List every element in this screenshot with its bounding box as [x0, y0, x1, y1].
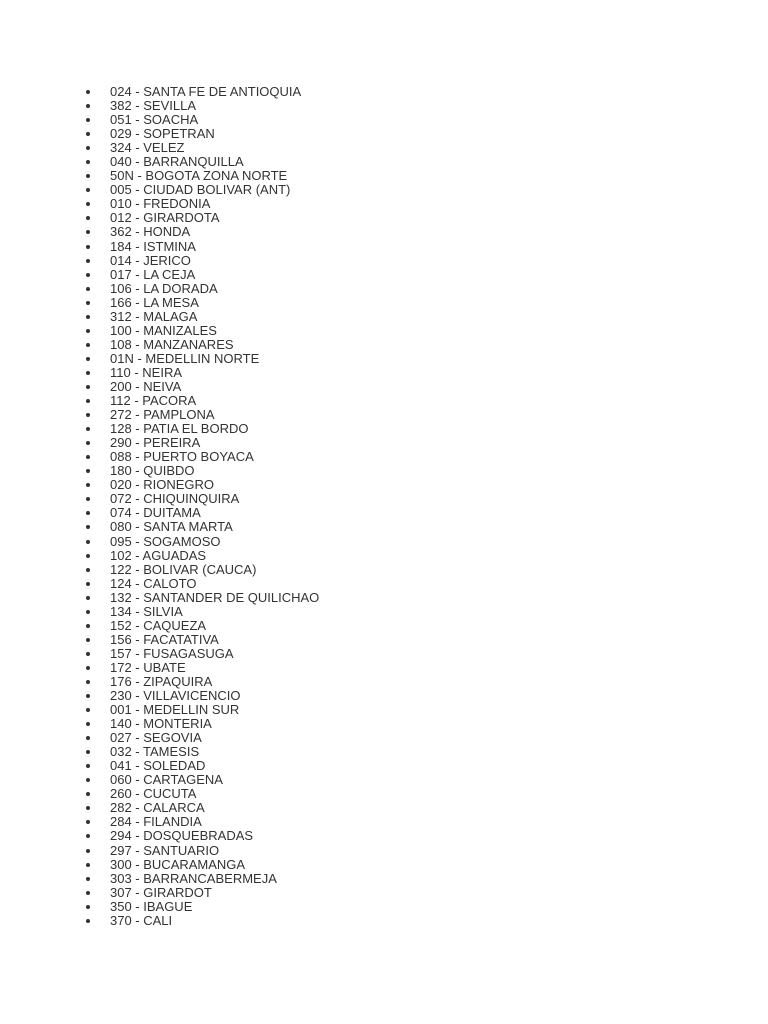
bullet-icon	[86, 610, 90, 614]
list-item	[86, 211, 686, 225]
bullet-icon	[86, 441, 90, 445]
list-item	[86, 324, 686, 338]
list-item	[86, 914, 686, 928]
list-item-label: 001 - MEDELLIN SUR	[110, 702, 240, 718]
bullet-icon	[86, 273, 90, 277]
list-item	[86, 225, 686, 239]
list-item	[86, 619, 686, 633]
list-item-label: 370 - CALI	[110, 912, 173, 928]
list-item	[86, 141, 686, 155]
list-item	[86, 113, 686, 127]
bullet-icon	[86, 905, 90, 909]
list-item-label: 176 - ZIPAQUIRA	[110, 673, 213, 689]
bullet-icon	[86, 792, 90, 796]
list-item-label: 040 - BARRANQUILLA	[110, 154, 244, 170]
bullet-icon	[86, 132, 90, 136]
list-item-label: 102 - AGUADAS	[110, 547, 207, 563]
list-item-label: 172 - UBATE	[110, 659, 186, 675]
list-item	[86, 647, 686, 661]
list-item	[86, 240, 686, 254]
office-code-list	[86, 85, 686, 928]
list-item	[86, 759, 686, 773]
list-item-label: 072 - CHIQUINQUIRA	[110, 491, 240, 507]
list-item	[86, 352, 686, 366]
bullet-icon	[86, 680, 90, 684]
list-item-label: 294 - DOSQUEBRADAS	[110, 828, 254, 844]
list-item	[86, 183, 686, 197]
list-item-label: 300 - BUCARAMANGA	[110, 856, 246, 872]
list-item-label: 095 - SOGAMOSO	[110, 533, 221, 549]
list-item-label: 032 - TAMESIS	[110, 744, 200, 760]
list-item-label: 50N - BOGOTA ZONA NORTE	[110, 168, 288, 184]
bullet-icon	[86, 834, 90, 838]
bullet-icon	[86, 652, 90, 656]
bullet-icon	[86, 104, 90, 108]
list-item	[86, 577, 686, 591]
list-item	[86, 844, 686, 858]
list-item	[86, 801, 686, 815]
bullet-icon	[86, 511, 90, 515]
bullet-icon	[86, 694, 90, 698]
list-item-label: 284 - FILANDIA	[110, 814, 202, 830]
list-item-label: 014 - JERICO	[110, 252, 191, 268]
list-item	[86, 745, 686, 759]
list-item-label: 027 - SEGOVIA	[110, 730, 202, 746]
bullet-icon	[86, 427, 90, 431]
bullet-icon	[86, 146, 90, 150]
bullet-icon	[86, 118, 90, 122]
list-item-label: 005 - CIUDAD BOLIVAR (ANT)	[110, 182, 291, 198]
list-item	[86, 661, 686, 675]
list-item	[86, 394, 686, 408]
list-item	[86, 506, 686, 520]
list-item-label: 112 - PACORA	[110, 393, 197, 409]
bullet-icon	[86, 863, 90, 867]
list-item	[86, 99, 686, 113]
list-item	[86, 900, 686, 914]
bullet-icon	[86, 315, 90, 319]
bullet-icon	[86, 877, 90, 881]
list-item	[86, 829, 686, 843]
list-item	[86, 563, 686, 577]
list-item	[86, 169, 686, 183]
bullet-icon	[86, 90, 90, 94]
list-item	[86, 478, 686, 492]
bullet-icon	[86, 891, 90, 895]
bullet-icon	[86, 736, 90, 740]
bullet-icon	[86, 624, 90, 628]
list-item-label: 290 - PEREIRA	[110, 435, 201, 451]
list-item-label: 362 - HONDA	[110, 224, 191, 240]
bullet-icon	[86, 343, 90, 347]
bullet-icon	[86, 525, 90, 529]
list-item	[86, 633, 686, 647]
list-item-label: 088 - PUERTO BOYACA	[110, 449, 254, 465]
list-item-label: 012 - GIRARDOTA	[110, 210, 220, 226]
list-item-label: 157 - FUSAGASUGA	[110, 645, 234, 661]
bullet-icon	[86, 820, 90, 824]
bullet-icon	[86, 497, 90, 501]
list-item-label: 140 - MONTERIA	[110, 716, 212, 732]
list-item-label: 184 - ISTMINA	[110, 238, 196, 254]
list-item	[86, 197, 686, 211]
bullet-icon	[86, 919, 90, 923]
list-item	[86, 310, 686, 324]
list-item	[86, 282, 686, 296]
list-item	[86, 717, 686, 731]
list-item	[86, 422, 686, 436]
list-item-label: 108 - MANZANARES	[110, 336, 234, 352]
list-item	[86, 380, 686, 394]
list-item-label: 166 - LA MESA	[110, 294, 199, 310]
bullet-icon	[86, 750, 90, 754]
list-item	[86, 520, 686, 534]
list-item	[86, 254, 686, 268]
bullet-icon	[86, 174, 90, 178]
list-item	[86, 703, 686, 717]
list-item-label: 272 - PAMPLONA	[110, 407, 215, 423]
list-item	[86, 296, 686, 310]
bullet-icon	[86, 469, 90, 473]
list-item-label: 029 - SOPETRAN	[110, 126, 215, 142]
list-item-label: 010 - FREDONIA	[110, 196, 211, 212]
bullet-icon	[86, 582, 90, 586]
bullet-icon	[86, 245, 90, 249]
list-item-label: 100 - MANIZALES	[110, 322, 217, 338]
list-item-label: 156 - FACATATIVA	[110, 631, 219, 647]
list-item	[86, 366, 686, 380]
list-item-label: 260 - CUCUTA	[110, 786, 197, 802]
list-item	[86, 450, 686, 464]
bullet-icon	[86, 188, 90, 192]
bullet-icon	[86, 722, 90, 726]
bullet-icon	[86, 357, 90, 361]
list-item	[86, 492, 686, 506]
list-item	[86, 436, 686, 450]
bullet-icon	[86, 554, 90, 558]
bullet-icon	[86, 849, 90, 853]
list-item-label: 282 - CALARCA	[110, 800, 205, 816]
bullet-icon	[86, 329, 90, 333]
list-item-label: 312 - MALAGA	[110, 308, 198, 324]
list-item	[86, 872, 686, 886]
list-item-label: 324 - VELEZ	[110, 140, 185, 156]
list-item-label: 152 - CAQUEZA	[110, 617, 207, 633]
bullet-icon	[86, 638, 90, 642]
list-item-label: 01N - MEDELLIN NORTE	[110, 350, 260, 366]
list-item	[86, 85, 686, 99]
list-item	[86, 773, 686, 787]
list-item-label: 134 - SILVIA	[110, 603, 183, 619]
bullet-icon	[86, 806, 90, 810]
list-item-label: 128 - PATIA EL BORDO	[110, 421, 249, 437]
bullet-icon	[86, 202, 90, 206]
bullet-icon	[86, 483, 90, 487]
list-item-label: 122 - BOLIVAR (CAUCA)	[110, 561, 257, 577]
list-item-label: 307 - GIRARDOT	[110, 884, 212, 900]
list-item-label: 303 - BARRANCABERMEJA	[110, 870, 277, 886]
list-item	[86, 731, 686, 745]
list-item-label: 020 - RIONEGRO	[110, 477, 215, 493]
bullet-icon	[86, 259, 90, 263]
bullet-icon	[86, 399, 90, 403]
list-item-label: 080 - SANTA MARTA	[110, 519, 233, 535]
bullet-icon	[86, 455, 90, 459]
list-item-label: 106 - LA DORADA	[110, 280, 218, 296]
list-item-label: 132 - SANTANDER DE QUILICHAO	[110, 589, 320, 605]
list-item-label: 051 - SOACHA	[110, 112, 199, 128]
list-item	[86, 155, 686, 169]
list-item	[86, 787, 686, 801]
bullet-icon	[86, 216, 90, 220]
list-item-label: 124 - CALOTO	[110, 575, 197, 591]
list-item	[86, 408, 686, 422]
list-item-label: 382 - SEVILLA	[110, 98, 196, 114]
list-item	[86, 605, 686, 619]
list-item	[86, 464, 686, 478]
bullet-icon	[86, 708, 90, 712]
list-item-label: 041 - SOLEDAD	[110, 758, 206, 774]
list-item	[86, 268, 686, 282]
list-item-label: 350 - IBAGUE	[110, 898, 193, 914]
bullet-icon	[86, 230, 90, 234]
list-item-label: 230 - VILLAVICENCIO	[110, 688, 241, 704]
list-item-label: 074 - DUITAMA	[110, 505, 201, 521]
list-item	[86, 689, 686, 703]
bullet-icon	[86, 287, 90, 291]
list-item-label: 180 - QUIBDO	[110, 463, 195, 479]
list-item	[86, 338, 686, 352]
list-item	[86, 591, 686, 605]
bullet-icon	[86, 568, 90, 572]
list-item-label: 024 - SANTA FE DE ANTIOQUIA	[110, 84, 302, 99]
bullet-icon	[86, 413, 90, 417]
bullet-icon	[86, 385, 90, 389]
list-item-label: 110 - NEIRA	[110, 364, 183, 380]
list-item	[86, 858, 686, 872]
bullet-icon	[86, 596, 90, 600]
list-item-label: 060 - CARTAGENA	[110, 772, 223, 788]
list-item	[86, 535, 686, 549]
bullet-icon	[86, 301, 90, 305]
list-item-label: 297 - SANTUARIO	[110, 842, 220, 858]
bullet-icon	[86, 371, 90, 375]
list-item	[86, 815, 686, 829]
bullet-icon	[86, 160, 90, 164]
list-item	[86, 886, 686, 900]
list-item	[86, 675, 686, 689]
list-item	[86, 549, 686, 563]
bullet-icon	[86, 778, 90, 782]
list-item-label: 017 - LA CEJA	[110, 266, 196, 282]
bullet-icon	[86, 666, 90, 670]
bullet-icon	[86, 764, 90, 768]
list-item-label: 200 - NEIVA	[110, 378, 182, 394]
bullet-icon	[86, 540, 90, 544]
list-item	[86, 127, 686, 141]
